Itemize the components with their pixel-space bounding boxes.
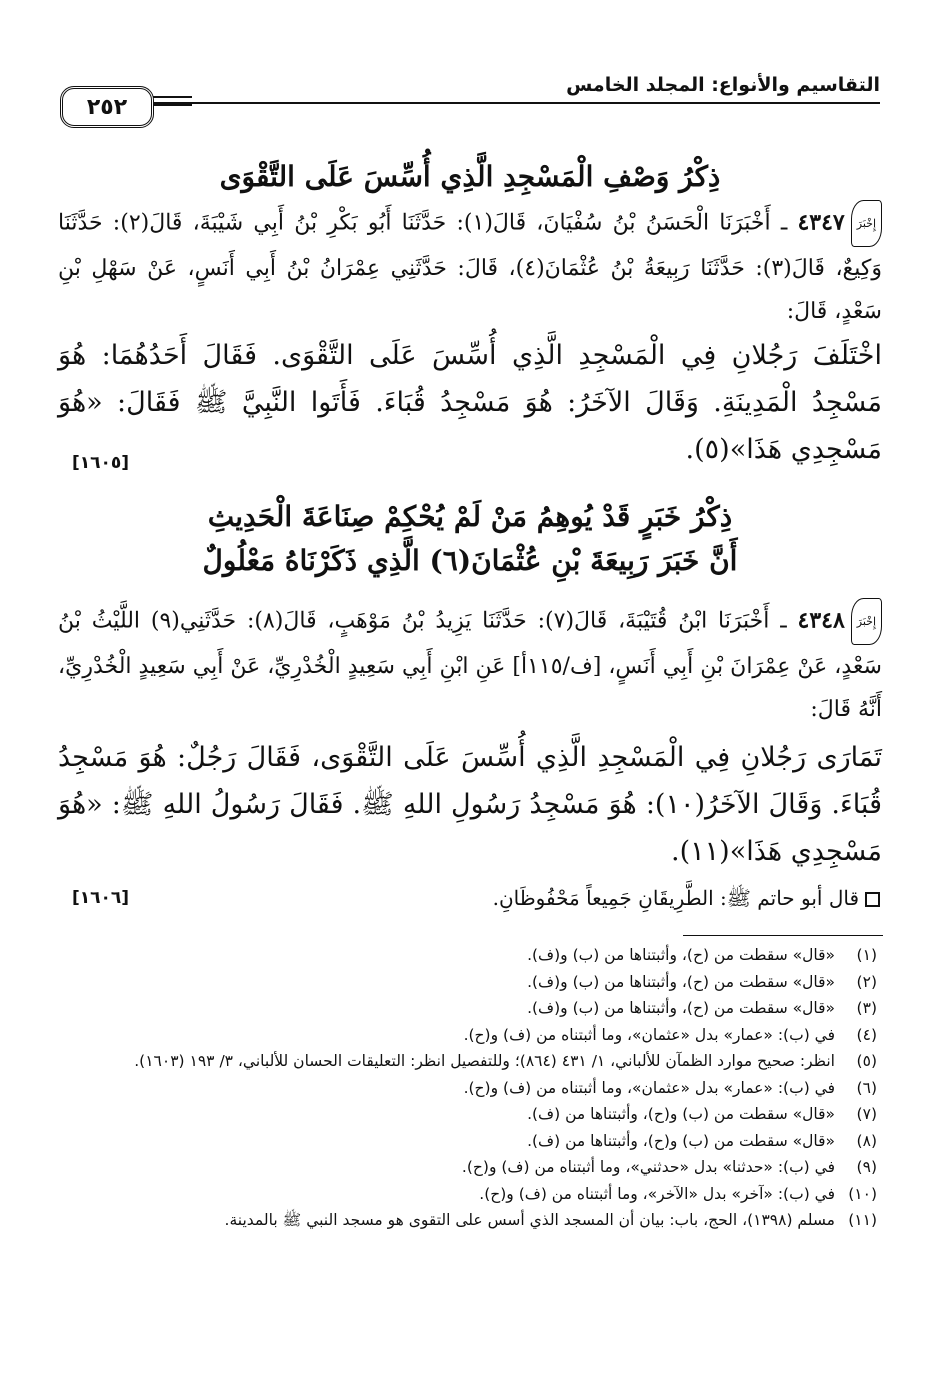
isnad-text: ـ أَخْبَرَنَا ابْنُ قُتَيْبَةَ، قَالَ(٧): حَدَّثَنَا يَزِيدُ بْنُ مَوْهَبٍ، قَالَ(٨): حَدَّثَنِي(٩) اللَّيْثُ بْنُ سَعْدٍ، عَنْ عِمْرَانَ بْنِ أَبِي أَنَسٍ، [ف/١١٥أ] عَنِ ابْنِ أَبِي سَعِيدٍ الْخُدْرِيِّ، عَنْ أَبِي سَعِيدٍ الْخُدْرِيِّ، أَنَّهُ قَالَ: [58,608,882,722]
footnote-text: انظر: صحيح موارد الظمآن للألباني، ١/ ٤٣١ (٨٦٤)؛ وللتفصيل انظر: التعليقات الحسان للألباني، ٣/ ١٩٣ (١٦٠٣). [134,1052,835,1070]
footnote-number: (٣) [856,999,877,1017]
square-marker-icon [865,892,880,907]
chapter-heading-1: ذِكْرُ وَصْفِ الْمَسْجِدِ الَّذِي أُسِّسَ عَلَى التَّقْوَى [219,160,721,193]
hadith-reference-2: [١٦٠٦] [72,888,130,908]
footnote [62,969,877,996]
footnote-text: «قال» سقطت من (ح)، وأثبتناها من (ب) و(ف). [527,946,835,964]
hadith-matn-2: تَمَارَى رَجُلانِ فِي الْمَسْجِدِ الَّذِي أُسِّسَ عَلَى التَّقْوَى، فَقَالَ رَجُلٌ: هُوَ مَسْجِدُ قُبَاءَ. وَقَالَ الآخَرُ(١٠): هُوَ مَسْجِدُ رَسُولِ اللهِ ﷺ. فَقَالَ رَسُولُ اللهِ ﷺ: «هُوَ مَسْجِدِي هَذَا»(١١). [58,742,882,867]
footnote [62,1207,877,1234]
isnad-text: ـ أَخْبَرَنَا الْحَسَنُ بْنُ سُفْيَانَ، قَالَ(١): حَدَّثَنَا أَبُو بَكْرِ بْنُ أَبِي شَيْبَةَ، قَالَ(٢): حَدَّثَنَا وَكِيعٌ، قَالَ(٣): حَدَّثَنَا رَبِيعَةُ بْنُ عُثْمَانَ(٤)، قَالَ: حَدَّثَنِي عِمْرَانُ بْنُ أَبِي أَنَسٍ، عَنْ سَهْلِ بْنِ سَعْدٍ، قَالَ: [58,210,883,324]
hadith-number: ٤٣٤٨ [797,607,845,634]
footnote [62,995,877,1022]
footnote [62,942,877,969]
hadith-matn-1: اخْتَلَفَ رَجُلانِ فِي الْمَسْجِدِ الَّذِي أُسِّسَ عَلَى التَّقْوَى. فَقَالَ أَحَدُهُمَا: هُوَ مَسْجِدُ الْمَدِينَةِ. وَقَالَ الآخَرُ: هُوَ مَسْجِدُ قُبَاءَ. فَأَتَوا النَّبِيَّ ﷺ فَقَالَ: «هُوَ مَسْجِدِي هَذَا»(٥). [58,340,882,465]
chapter-heading-2-line-2: أَنَّ خَبَرَ رَبِيعَةَ بْنِ عُثْمَانَ(٦) الَّذِي ذَكَرْنَاهُ مَعْلُولٌ [202,544,738,577]
page-header [60,74,880,134]
footnote-text: في (ب): «عمار» بدل «عثمان»، وما أثبتناه من (ف) و(ح). [463,1078,835,1097]
footnote [62,1128,877,1155]
footnote-text: في (ب): «عمار» بدل «عثمان»، وما أثبتناه من (ف) و(ح). [463,1025,835,1044]
chapter-heading-2-line-1: ذِكْرُ خَبَرٍ قَدْ يُوهِمُ مَنْ لَمْ يُحْكِمْ صِنَاعَةَ الْحَدِيثِ [207,500,733,533]
footnote-text: مسلم (١٣٩٨)، الحج، باب: بيان أن المسجد الذي أسس على التقوى هو مسجد النبي ﷺ بالمدينة. [224,1211,835,1229]
footnote-text: «قال» سقطت من (ب) و(ح)، وأثبتناها من (ف). [527,1105,835,1123]
footnote-number: (٩) [856,1158,877,1176]
footnote-number: (١١) [848,1211,877,1229]
hadith-isnad-1 [58,200,882,333]
hadith-reference-1: [١٦٠٥] [72,453,130,473]
footnote-number: (٨) [856,1131,877,1150]
page-number: ٢٥٢ [60,86,154,128]
author-comment [60,886,880,915]
footnote-text: «قال» سقطت من (ح)، وأثبتناها من (ب) و(ف). [527,972,835,991]
footnote [62,1022,877,1049]
running-title: التقاسيم والأنواع: المجلد الخامس [566,74,880,96]
header-rule-short [152,96,192,98]
hadith-number: ٤٣٤٧ [797,209,845,236]
footnote-number: (٢) [856,972,877,991]
footnote [62,1075,877,1102]
footnote-number: (١٠) [848,1184,877,1203]
footnote [62,1101,877,1128]
footnote [62,1048,877,1075]
footnotes [62,942,877,1234]
footnote-separator [683,935,883,936]
footnote-text: في (ب): «آخر» بدل «الآخر»، وما أثبتناه من (ف) و(ح). [479,1184,835,1203]
footnote-number: (٤) [856,1025,877,1044]
footnote-text: «قال» سقطت من (ب) و(ح)، وأثبتناها من (ف). [527,1131,835,1150]
author-comment-text: قال أبو حاتم ﷺ: الطَّرِيقَانِ جَمِيعاً مَحْفُوظَانِ. [492,886,859,910]
footnote-text: في (ب): «حدثنا» بدل «حدثني»، وما أثبتناه من (ف) و(ح). [461,1158,835,1176]
footnote-text: «قال» سقطت من (ح)، وأثبتناها من (ب) و(ف). [527,999,835,1017]
footnote-number: (٦) [856,1078,877,1097]
hadith-isnad-2 [58,598,882,731]
footnote-number: (١) [856,946,877,964]
ikhbar-mark-icon: إِخْبَرَ [851,598,882,645]
ikhbar-mark-icon: إِخْبَرَ [851,200,882,247]
footnote [62,1181,877,1208]
header-rule-short-2 [152,104,192,106]
footnote [62,1154,877,1181]
footnote-number: (٧) [856,1105,877,1123]
footnote-number: (٥) [856,1052,877,1070]
